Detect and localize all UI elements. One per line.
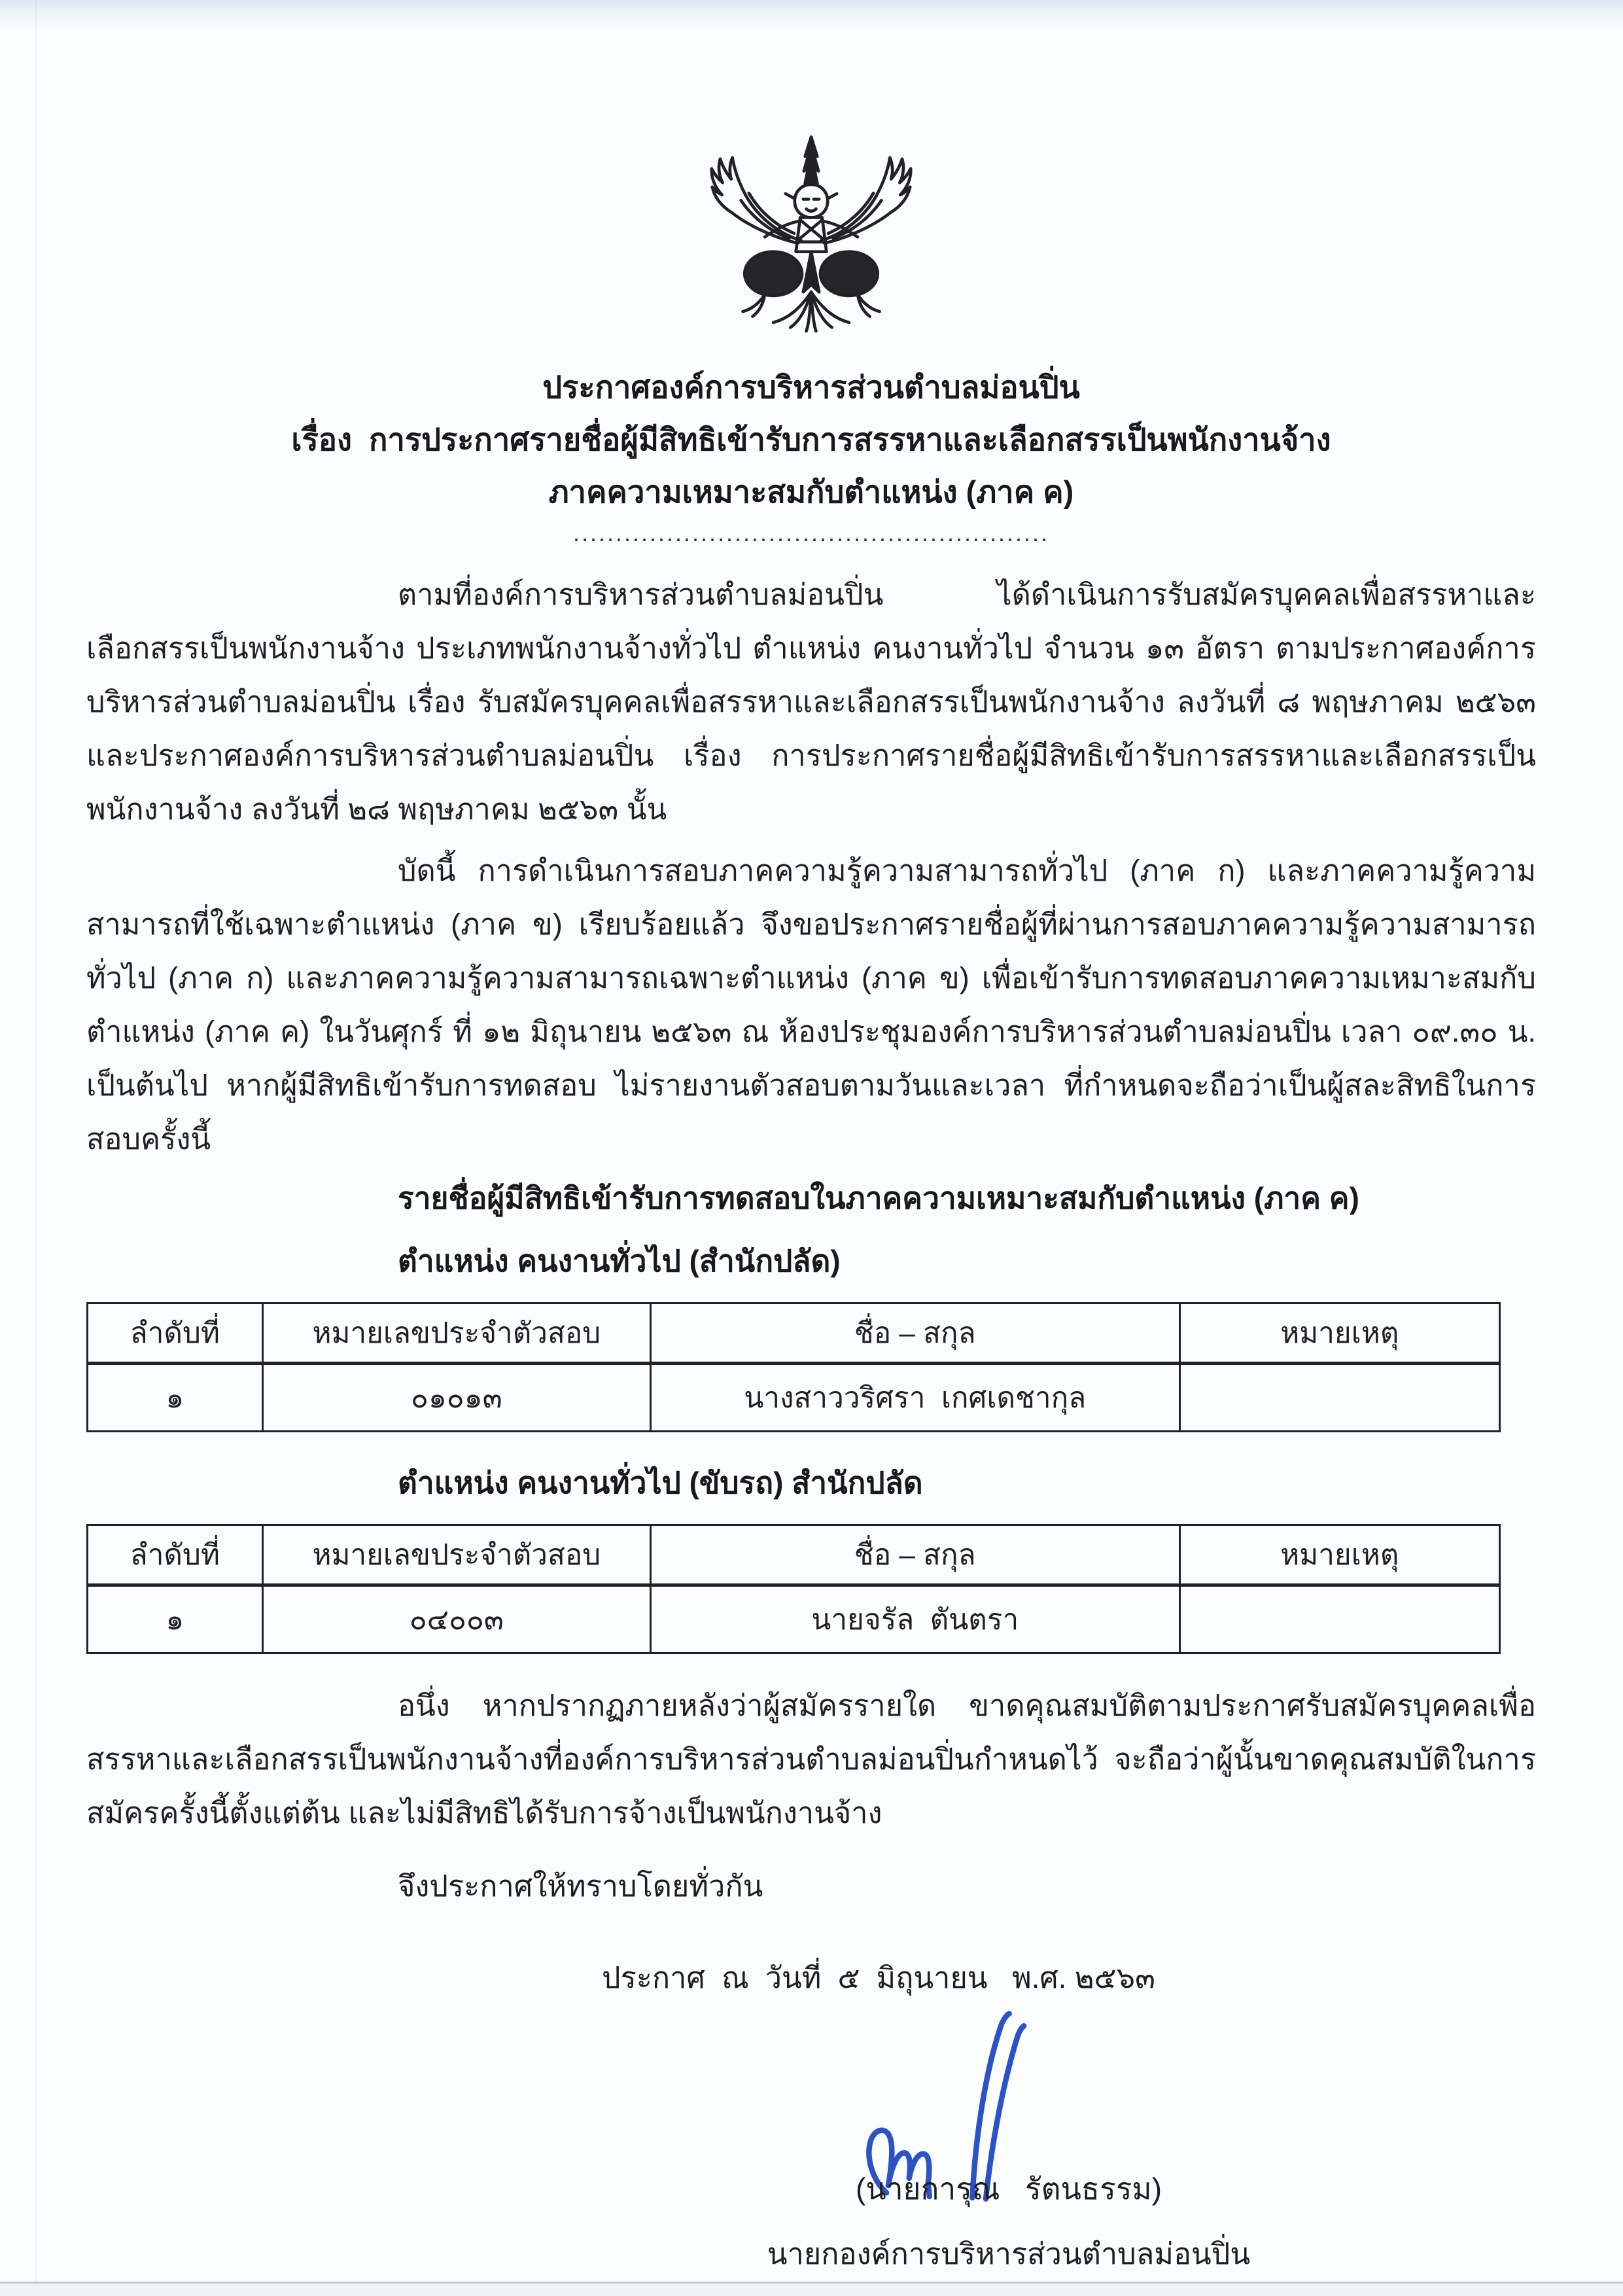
col-header-note: หมายเหตุ — [1179, 1525, 1499, 1585]
position-heading-1: ตำแหน่ง คนงานทั่วไป (สำนักปลัด) — [398, 1244, 841, 1278]
paragraph-background: ตามที่องค์การบริหารส่วนตำบลม่อนปิ่น ได้ดำเนินการรับสมัครบุคคลเพื่อสรรหาและเลือกสรรเป็นพนักงานจ้าง ประเภทพนักงานจ้างทั่วไป ตำแหน่ง คนงานทั่วไป จำนวน ๑๓ อัตรา ตามประกาศองค์การบริหารส่วนตำบลม่อนปิ่น เรื่อง รับสมัครบุคคลเพื่อสรรหาและเลือกสรรเป็นพนักงานจ้าง ลงวันที่ ๘ พฤษภาคม ๒๕๖๓ และประกาศองค์การบริหารส่วนตำบลม่อนปิ่น เรื่อง การประกาศรายชื่อผู้มีสิทธิเข้ารับการสรรหาและเลือกสรรเป็นพนักงานจ้าง ลงวันที่ ๒๘ พฤษภาคม ๒๕๖๓ นั้น — [86, 578, 1536, 826]
cell-note — [1179, 1364, 1499, 1432]
table-header-row — [88, 1303, 1500, 1364]
cell-exam-id: ๐๔๐๐๓ — [262, 1585, 650, 1653]
signer-title: นายกองค์การบริหารส่วนตำบลม่อนปิ่น — [767, 2237, 1251, 2270]
col-header-name: ชื่อ – สกุล — [650, 1525, 1179, 1585]
cell-exam-id: ๐๑๐๑๓ — [262, 1364, 650, 1432]
col-header-exam-id: หมายเลขประจำตัวสอบ — [262, 1525, 650, 1585]
col-header-order: ลำดับที่ — [88, 1525, 263, 1585]
col-header-order: ลำดับที่ — [88, 1303, 263, 1364]
garuda-emblem-icon — [701, 130, 921, 353]
roster-table-driver — [86, 1524, 1501, 1654]
dotted-divider: ........................................................ — [572, 520, 1050, 546]
signer-name: (นายการุณ รัตนธรรม) — [855, 2172, 1162, 2206]
cell-order: ๑ — [88, 1585, 263, 1653]
cell-name: นางสาววริศรา เกศเดชากุล — [650, 1364, 1179, 1432]
col-header-name: ชื่อ – สกุล — [650, 1303, 1179, 1364]
title-line-2: เรื่อง การประกาศรายชื่อผู้มีสิทธิเข้ารับการสรรหาและเลือกสรรเป็นพนักงานจ้าง — [291, 422, 1331, 457]
title-line-3: ภาคความเหมาะสมกับตำแหน่ง (ภาค ค) — [548, 474, 1074, 509]
roster-table-general-worker — [86, 1302, 1501, 1432]
col-header-exam-id: หมายเลขประจำตัวสอบ — [262, 1303, 650, 1364]
title-line-1: ประกาศองค์การบริหารส่วนตำบลม่อนปิ่น — [542, 370, 1080, 404]
cell-note — [1179, 1585, 1499, 1653]
table-row — [88, 1364, 1500, 1432]
document-content — [86, 0, 1536, 2276]
emblem-container — [86, 130, 1536, 352]
signature-block — [629, 2009, 1388, 2276]
scan-edge-left — [35, 0, 37, 2296]
position-heading-2: ตำแหน่ง คนงานทั่วไป (ขับรถ) สำนักปลัด — [398, 1466, 923, 1500]
table-header-row — [88, 1525, 1500, 1585]
cell-name: นายจรัล ตันตรา — [650, 1585, 1179, 1653]
closing-notice: จึงประกาศให้ทราบโดยทั่วกัน — [398, 1869, 763, 1903]
col-header-note: หมายเหตุ — [1179, 1303, 1499, 1364]
paragraph-exam-schedule: บัดนี้ การดำเนินการสอบภาคความรู้ความสามารถทั่วไป (ภาค ก) และภาคความรู้ความสามารถที่ใช้เฉพาะตำแหน่ง (ภาค ข) เรียบร้อยแล้ว จึงขอประกาศรายชื่อผู้ที่ผ่านการสอบภาคความรู้ความสามารถทั่วไป (ภาค ก) และภาคความรู้ความสามารถเฉพาะตำแหน่ง (ภาค ข) เพื่อเข้ารับการทดสอบภาคความเหมาะสมกับตำแหน่ง (ภาค ค) ในวันศุกร์ ที่ ๑๒ มิถุนายน ๒๕๖๓ ณ ห้องประชุมองค์การบริหารส่วนตำบลม่อนปิ่น เวลา ๐๙.๓๐ น. เป็นต้นไป หากผู้มีสิทธิเข้ารับการทดสอบ ไม่รายงานตัวสอบตามวันและเวลา ที่กำหนดจะถือว่าเป็นผู้สละสิทธิในการสอบครั้งนี้ — [86, 854, 1536, 1156]
cell-order: ๑ — [88, 1364, 263, 1432]
table-row — [88, 1585, 1500, 1653]
scan-edge-bottom — [0, 2284, 1623, 2296]
paragraph-disqualification: อนึ่ง หากปรากฏภายหลังว่าผู้สมัครรายใด ขาดคุณสมบัติตามประกาศรับสมัครบุคคลเพื่อสรรหาและเลือกสรรเป็นพนักงานจ้างที่องค์การบริหารส่วนตำบลม่อนปิ่นกำหนดไว้ จะถือว่าผู้นั้นขาดคุณสมบัติในการสมัครครั้งนี้ตั้งแต่ต้น และไม่มีสิทธิได้รับการจ้างเป็นพนักงานจ้าง — [86, 1689, 1536, 1829]
announcement-date-line: ประกาศ ณ วันที่ ๕ มิถุนายน พ.ศ. ๒๕๖๓ — [602, 1961, 1155, 1994]
announcement-title — [86, 361, 1536, 518]
roster-section-heading: รายชื่อผู้มีสิทธิเข้ารับการทดสอบในภาคความเหมาะสมกับตำแหน่ง (ภาค ค) — [398, 1181, 1359, 1215]
